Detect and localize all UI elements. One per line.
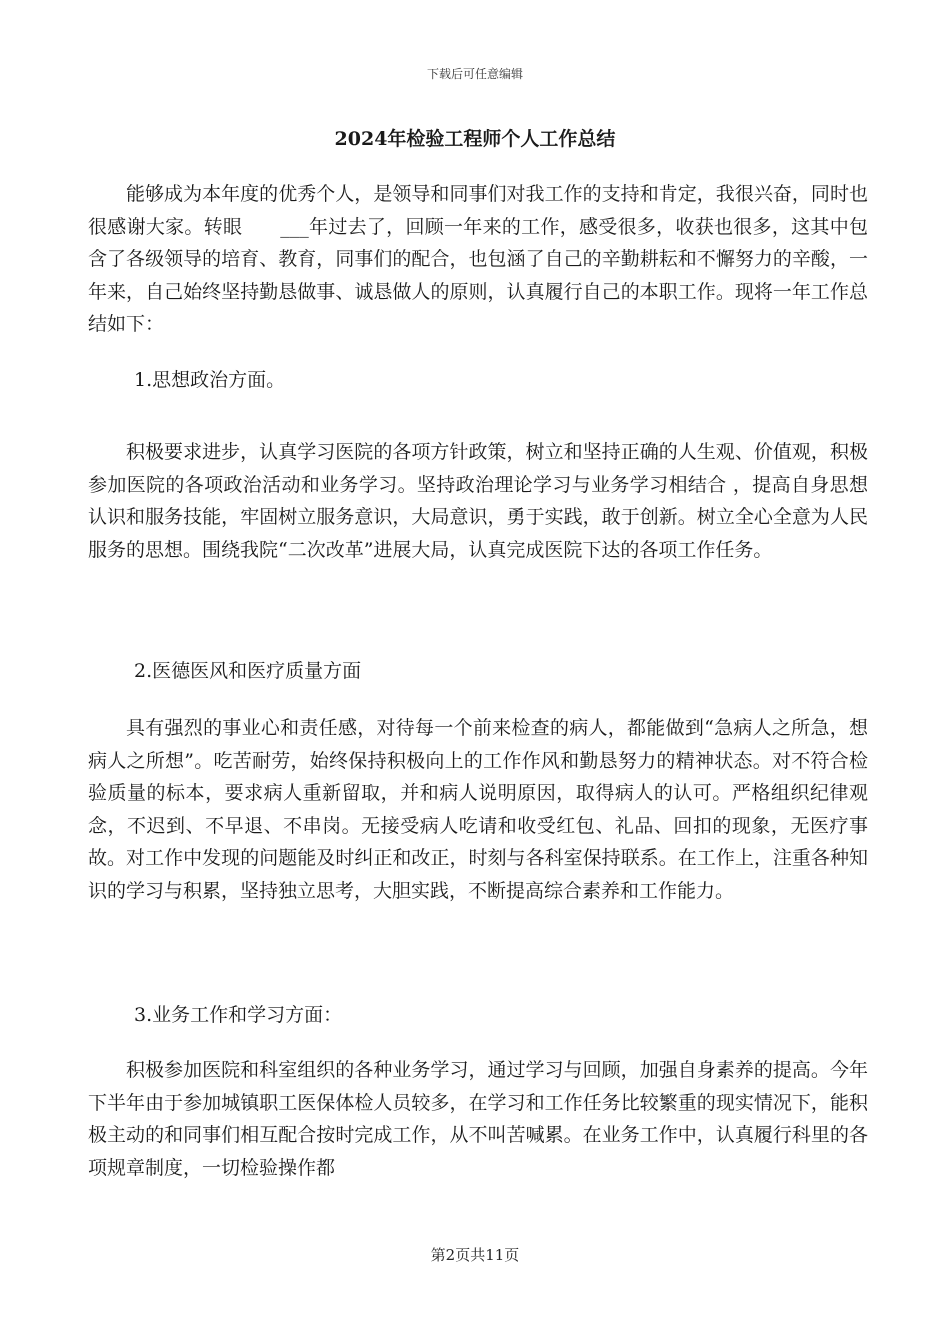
section-body-ethics: 具有强烈的事业心和责任感，对待每一个前来检查的病人，都能做到“急病人之所急，想病人之所想”。吃苦耐劳，始终保持积极向上的工作作风和勤恳努力的精神状态。对不符合检验质量的标本，要求病人重新留取，并和病人说明原因，取得病人的认可。严格组织纪律观念，不迟到、不早退、不串岗。无接受病人吃请和收受红包、礼品、回扣的现象，无医疗事故。对工作中发现的问题能及时纠正和改正，时刻与各科室保持联系。在工作上，注重各种知识的学习与积累，坚持独立思考，大胆实践，不断提高综合素养和工作能力。 xyxy=(88,717,868,902)
intro-text-after-blank: 年过去了，回顾一年来的工作，感受很多，收获也很多，这其中包含了各级领导的培育、教育，同事们的配合，也包涵了自己的辛勤耕耘和不懈努力的辛酸，一年来，自己始终坚持勤恳做事、诚恳做人的原则，认真履行自己的本职工作。现将一年工作总结如下： xyxy=(88,215,868,335)
intro-text-before-blank: 能够成为本年度的优秀个人，是领导和同事们对我工作的支持和肯定，我很兴奋，同时也很感谢大家。转眼 xyxy=(88,183,868,238)
document-title: 2024年检验工程师个人工作总结 xyxy=(334,128,616,150)
section-heading-politics: 1.思想政治方面。 xyxy=(134,369,286,391)
page-number-footer: 第2页共11页 xyxy=(430,1246,520,1264)
intro-paragraph xyxy=(88,178,868,341)
year-blank: ___ xyxy=(280,215,309,238)
section-body-work-study: 积极参加医院和科室组织的各种业务学习，通过学习与回顾，加强自身素养的提高。今年下半年由于参加城镇职工医保体检人员较多，在学习和工作任务比较繁重的现实情况下，能积极主动的和同事们相互配合按时完成工作，从不叫苦喊累。在业务工作中，认真履行科里的各项规章制度，一切检验操作都 xyxy=(88,1059,868,1179)
section-heading-ethics: 2.医德医风和医疗质量方面 xyxy=(134,660,362,682)
section-heading-work-study: 3.业务工作和学习方面： xyxy=(134,1004,343,1026)
section-body-politics: 积极要求进步，认真学习医院的各项方针政策，树立和坚持正确的人生观、价值观，积极参加医院的各项政治活动和业务学习。坚持政治理论学习与业务学习相结合 ，提高自身思想认识和服务技能，牢固树立服务意识，大局意识，勇于实践，敢于创新。树立全心全意为人民服务的思想。围绕我院“二次改革”进展大局，认真完成医院下达的各项工作任务。 xyxy=(88,441,868,561)
header-note: 下载后可任意编辑 xyxy=(426,67,523,81)
